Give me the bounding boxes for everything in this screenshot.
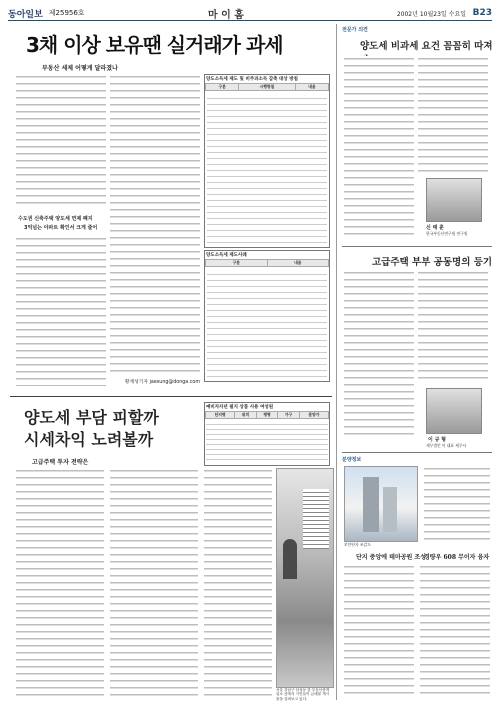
sidebar-tag-2: 분양정보: [342, 457, 362, 463]
sidebar-tag: 전문가 의견: [342, 27, 368, 33]
news-brief-body-a: [424, 466, 490, 540]
table1-header: 구분: [206, 84, 239, 91]
photo-real-estate-office: [276, 468, 334, 688]
person-silhouette-icon: [283, 539, 297, 579]
divider: [10, 396, 332, 397]
news-brief2-title: 경량우 608 무이자 융자: [424, 554, 490, 561]
building-icon: [363, 477, 379, 532]
article2-headline-line2: 시세차익 노려볼까: [24, 430, 154, 449]
table1-title: 양도소득세 제도 및 비주과소득 감축 대상 방침: [206, 77, 298, 82]
table2-title: 양도소득세 제도사례: [206, 253, 247, 258]
expert-column2-body-a: [344, 270, 414, 436]
table3-title: 예비자자년 필지 상품 사용 여성원: [206, 405, 274, 410]
article2-body-col2: [110, 468, 198, 698]
expert2-name: 이 규 형: [428, 437, 446, 443]
expert-column2-body-b: [418, 270, 488, 382]
expert1-portrait: [426, 178, 482, 222]
building-icon-2: [383, 487, 397, 532]
table2-header: 내용: [267, 260, 329, 267]
sidebar-divider-2: [342, 246, 492, 247]
table3-header: 가구: [278, 412, 300, 419]
table1-header: 시행방침: [239, 84, 296, 91]
article2-body-col1: [16, 468, 104, 698]
table3-header: 분양가: [299, 412, 328, 419]
table3-header: 단지명: [206, 412, 235, 419]
sidebar-divider: [336, 24, 337, 700]
expert2-title: 세무법인 이 대표 세무사: [426, 443, 467, 448]
article1-subhead: 부동산 세제 어떻게 달라졌나: [42, 65, 118, 72]
table3-header: 평형: [256, 412, 278, 419]
table3-header: 위치: [235, 412, 257, 419]
table3-rows: [206, 420, 328, 464]
tax-table-1: [204, 74, 330, 248]
article2-headline-line1: 양도세 부담 피할까: [24, 408, 159, 427]
article1-body-col2: [16, 236, 106, 386]
listing-board-icon: [303, 489, 329, 549]
expert1-title: 한국부동산연구원 연구원: [426, 231, 468, 236]
article1-body-col1: [16, 74, 106, 209]
expert-column1-body-b: [418, 56, 488, 174]
table1-grid: [205, 83, 329, 91]
article2-subhead: 고급주택 투자 전략은: [32, 459, 89, 466]
table2-grid: [205, 259, 329, 267]
expert-column1-body-a: [344, 56, 414, 236]
listing-table: [204, 402, 330, 466]
sidebar-divider-3: [342, 452, 492, 453]
table2-header: 구분: [206, 260, 268, 267]
news-brief1-title: 단지 중앙에 테마공원 조성: [356, 554, 427, 561]
apartment-rendering-image: [344, 466, 418, 542]
table1-rows: [207, 93, 327, 243]
expert1-name: 신 태 훈: [426, 225, 444, 231]
page-header: [8, 6, 492, 21]
issue-number: 제25956호: [48, 9, 85, 17]
table1-header: 내용: [295, 84, 328, 91]
expert-column2-title: 고급주택 부부 공동명의 등기: [372, 257, 493, 268]
tax-table-2: [204, 250, 330, 382]
article1-side-heading2: 3억넘는 아파트 확인서 크게 줄어: [24, 225, 98, 231]
expert2-portrait: [426, 388, 482, 434]
date: 2002년 10월23일 수요일: [396, 10, 466, 18]
article1-headline: 3채 이상 보유땐 실거래가 과세: [26, 33, 283, 57]
article1-side-heading1: 수도권 신축주택 양도세 면제 폐지: [18, 216, 93, 222]
article1-byline: 황재성기자 jaesung@donga.com: [124, 380, 200, 385]
table2-rows: [207, 269, 327, 379]
news-brief1-body: [344, 564, 414, 694]
article2-body-col3: [204, 468, 272, 698]
newspaper-logo: 동아일보: [8, 9, 43, 20]
photo-caption: 서울 강남구 삼성동 한 부동산중개업소 앞에서 시민들이 급매물 게시물을 살펴보고 있다.: [276, 688, 330, 701]
page-number: B23: [472, 8, 492, 18]
expert-column1-title: 양도세 비과세 요건 꼼꼼히 따져: [360, 41, 493, 52]
photo-label: 보안단지 조감도: [344, 542, 371, 547]
news-brief2-body: [420, 564, 490, 694]
table3-grid: [205, 411, 329, 419]
section-title: 마 이 홈: [208, 9, 244, 21]
article1-body-col3: [110, 74, 200, 374]
